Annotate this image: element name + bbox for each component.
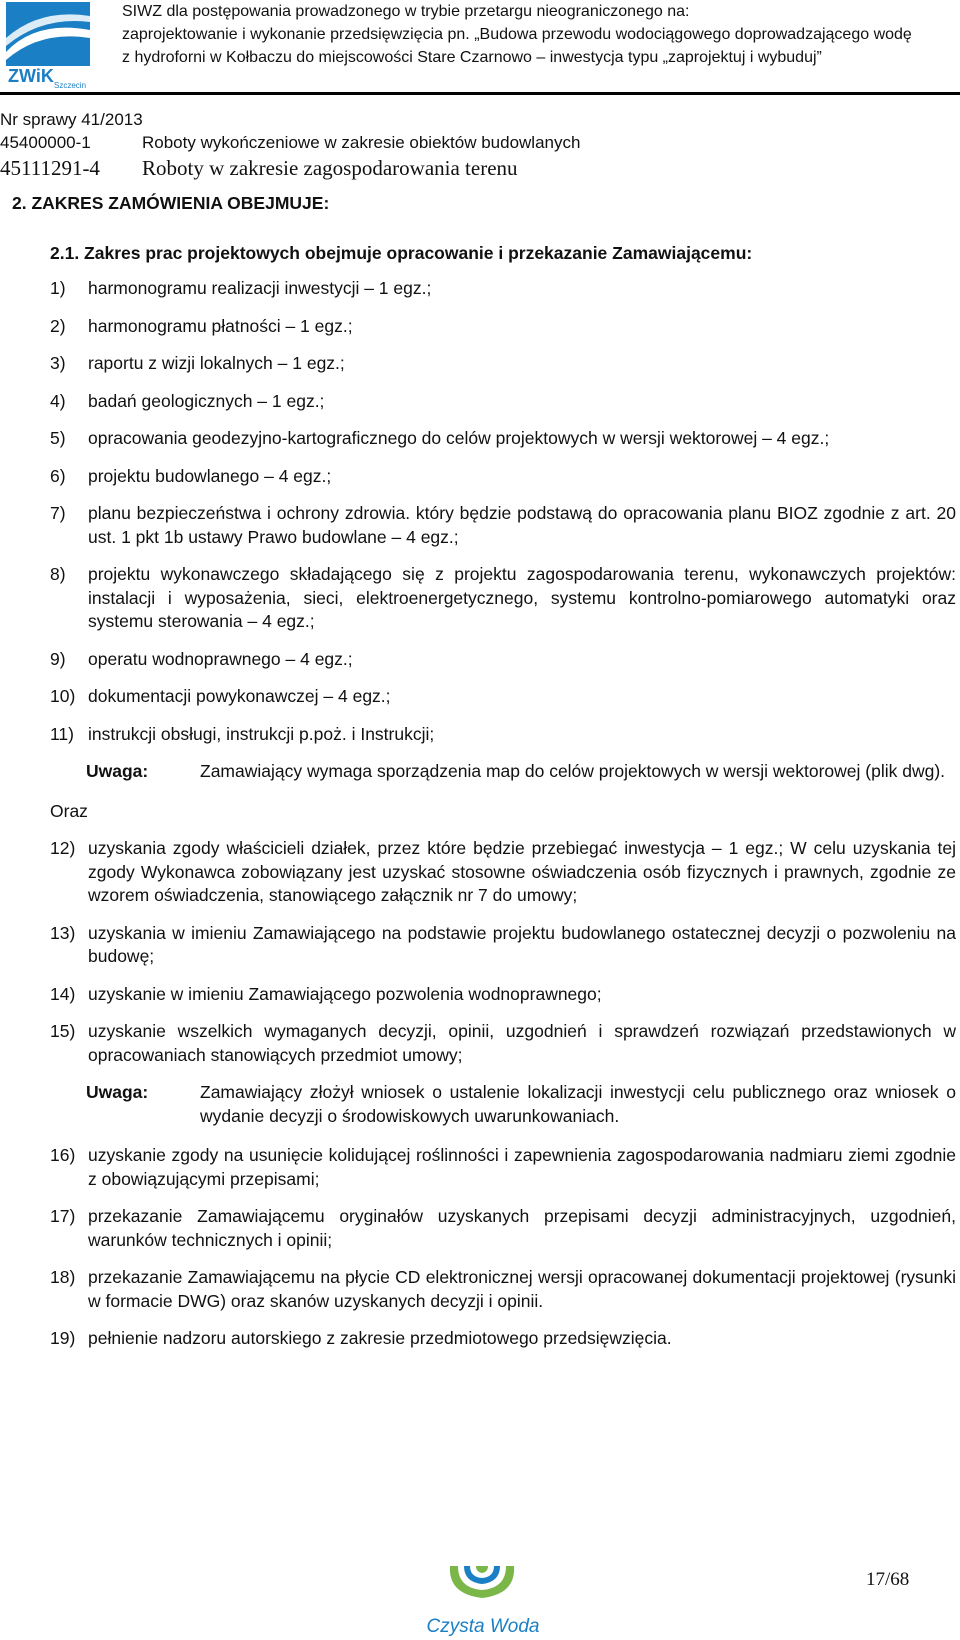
item-text: przekazanie Zamawiającemu na płycie CD elektronicznej wersji opracowanej dokumentacji projektowej (rysunki w formacie DWG) oraz skanów uzyskanych decyzji i opinii. <box>88 1267 956 1311</box>
item-text: uzyskania w imieniu Zamawiającego na podstawie projektu budowlanego ostatecznej decyzji o pozwoleniu na budowę; <box>88 922 956 966</box>
cpv-line <box>0 131 960 154</box>
list-item <box>50 983 956 1007</box>
item-number: 5) <box>50 428 66 448</box>
item-text: przekazanie Zamawiającemu oryginałów uzyskanych przepisami decyzji administracyjnych, uzgodnień, warunków technicznych i opinii; <box>88 1206 956 1250</box>
list-item <box>50 465 956 489</box>
svg-text:ZWiK: ZWiK <box>8 66 54 86</box>
cpv-desc: Roboty wykończeniowe w zakresie obiektów budowlanych <box>142 133 581 152</box>
list-item <box>50 1144 956 1191</box>
list-item <box>50 390 956 414</box>
item-text: dokumentacji powykonawczej – 4 egz.; <box>88 686 391 706</box>
cpv-desc: Robоty w zakresie zagospodarowania terenu <box>142 156 518 180</box>
item-text: uzyskania zgody właścicieli działek, przez które będzie przebiegać inwestycja – 1 egz.; W celu uzyskania tej zgody Wykonawca zobowiązany jest uzyskać stosowne oświadczenia osób fizycznych i prawnych, zgodnie ze wzorem oświadczenia, stanowiącego załącznik nr 7 do umowy; <box>88 838 956 905</box>
item-text: badań geologicznych – 1 egz.; <box>88 390 325 411</box>
header-title <box>122 0 952 69</box>
item-number: 10) <box>50 686 76 706</box>
note-label: Uwaga: <box>86 761 149 781</box>
item-text: operatu wodnoprawnego – 4 egz.; <box>88 648 353 669</box>
item-number: 9) <box>50 648 66 669</box>
item-text: harmonogramu realizacji inwestycji – 1 egz.; <box>88 278 432 298</box>
item-number: 11) <box>50 723 74 744</box>
cpv-line <box>0 154 960 182</box>
page-header <box>0 0 960 96</box>
item-number: 2) <box>50 315 66 336</box>
note <box>86 1081 956 1128</box>
item-list <box>12 1144 956 1351</box>
item-number: 4) <box>50 390 66 411</box>
item-number: 12) <box>50 838 76 858</box>
item-number: 17) <box>50 1206 76 1226</box>
item-number: 15) <box>50 1021 76 1041</box>
note-label: Uwaga: <box>86 1082 149 1102</box>
item-text: opracowania geodezyjno-kartograficznego do celów projektowych w wersji wektorowej – 4 egz.; <box>88 428 830 448</box>
list-item <box>50 648 956 672</box>
subsection-title: 2.1. Zakres prac projektowych obejmuje opracowanie i przekazanie Zamawiającemu: <box>50 242 753 263</box>
page-number: 17/68 <box>866 1569 910 1590</box>
item-text: uzyskanie w imieniu Zamawiającego pozwolenia wodnoprawnego; <box>88 983 602 1004</box>
list-item <box>50 922 956 969</box>
list-item <box>50 837 956 908</box>
zwik-logo <box>6 2 90 92</box>
item-list <box>12 277 956 746</box>
item-text: planu bezpieczeństwa i ochrony zdrowia. który będzie podstawą do opracowania planu BIOZ zgodnie z art. 20 ust. 1 pkt 1b ustawy Prawo budowlane – 4 egz.; <box>88 503 956 547</box>
list-item <box>50 1020 956 1067</box>
list-item <box>50 1205 956 1252</box>
item-text: pełnienie nadzoru autorskiego z zakresie przedmiotowego przedsięwzięcia. <box>88 1328 672 1348</box>
item-text: projektu wykonawczego składającego się z projektu zagospodarowania terenu, wykonawczych projektów: instalacji i wyposażenia, sieci, elektroenergetycznego, systemu kontrolno-pomiarowego automatyki oraz systemu sterowania – 4 egz.; <box>88 564 956 631</box>
item-text: instrukcji obsługi, instrukcji p.poż. i Instrukcji; <box>88 723 435 744</box>
svg-text:Szczecin: Szczecin <box>54 81 87 90</box>
cpv-code: 45111291-4 <box>0 156 100 180</box>
header-line: zaprojektowanie i wykonanie przedsięwzięcia pn. „Budowa przewodu wodociągowego doprowadzającego wodę <box>122 26 912 43</box>
list-item <box>50 277 956 301</box>
list-item <box>50 723 956 747</box>
note-text: Zamawiający wymaga sporządzenia map do celów projektowych w wersji wektorowej (plik dwg). <box>200 761 946 781</box>
section-title: 2. ZAKRES ZAMÓWIENIA OBEJMUJE: <box>12 193 330 213</box>
list-item <box>50 685 956 709</box>
note <box>86 760 956 784</box>
item-text: projektu budowlanego – 4 egz.; <box>88 465 332 486</box>
item-number: 16) <box>50 1145 76 1165</box>
item-text: harmonogramu płatności – 1 egz.; <box>88 315 353 336</box>
item-list <box>12 837 956 1067</box>
list-item <box>50 352 956 376</box>
oraz-label: Oraz <box>50 800 88 821</box>
list-item <box>50 502 956 549</box>
item-text: uzyskanie wszelkich wymaganych decyzji, opinii, uzgodnień i sprawdzeń rozwiązań przedstawionych w opracowaniach stanowiących przedmiot umowy; <box>88 1021 956 1065</box>
list-item <box>50 427 956 451</box>
item-number: 1) <box>50 278 66 298</box>
item-number: 3) <box>50 353 66 373</box>
item-number: 19) <box>50 1328 76 1348</box>
czysta-woda-logo <box>424 1562 542 1640</box>
list-item <box>50 563 956 634</box>
document-body <box>12 190 956 1365</box>
svg-text:Czysta Woda: Czysta Woda <box>426 1616 540 1637</box>
cpv-code: 45400000-1 <box>0 133 91 152</box>
case-number: Nr sprawy 41/2013 <box>0 110 143 129</box>
case-meta <box>0 108 960 182</box>
list-item <box>50 315 956 339</box>
item-number: 14) <box>50 983 76 1004</box>
list-item <box>50 1266 956 1313</box>
item-number: 7) <box>50 503 66 523</box>
item-number: 6) <box>50 465 66 486</box>
header-line: z hydroforni w Kołbaczu do miejscowości Stare Czarnowo – inwestycja typu „zaprojektuj i wybuduj” <box>122 49 822 66</box>
item-number: 18) <box>50 1267 76 1287</box>
item-number: 8) <box>50 564 66 584</box>
item-number: 13) <box>50 922 76 943</box>
list-item <box>50 1327 956 1351</box>
note-text: Zamawiający złożył wniosek o ustalenie lokalizacji inwestycji celu publicznego oraz wniosek o wydanie decyzji o środowiskowych uwarunkowaniach. <box>200 1082 956 1126</box>
item-text: raportu z wizji lokalnych – 1 egz.; <box>88 353 345 373</box>
header-line: SIWZ dla postępowania prowadzonego w trybie przetargu nieograniczonego na: <box>122 3 690 20</box>
item-text: uzyskanie zgody na usunięcie kolidującej roślinności i zapewnienia zagospodarowania nadmiaru ziemi zgodnie z obowiązującymi przepisami; <box>88 1145 956 1189</box>
header-rule <box>0 92 960 95</box>
